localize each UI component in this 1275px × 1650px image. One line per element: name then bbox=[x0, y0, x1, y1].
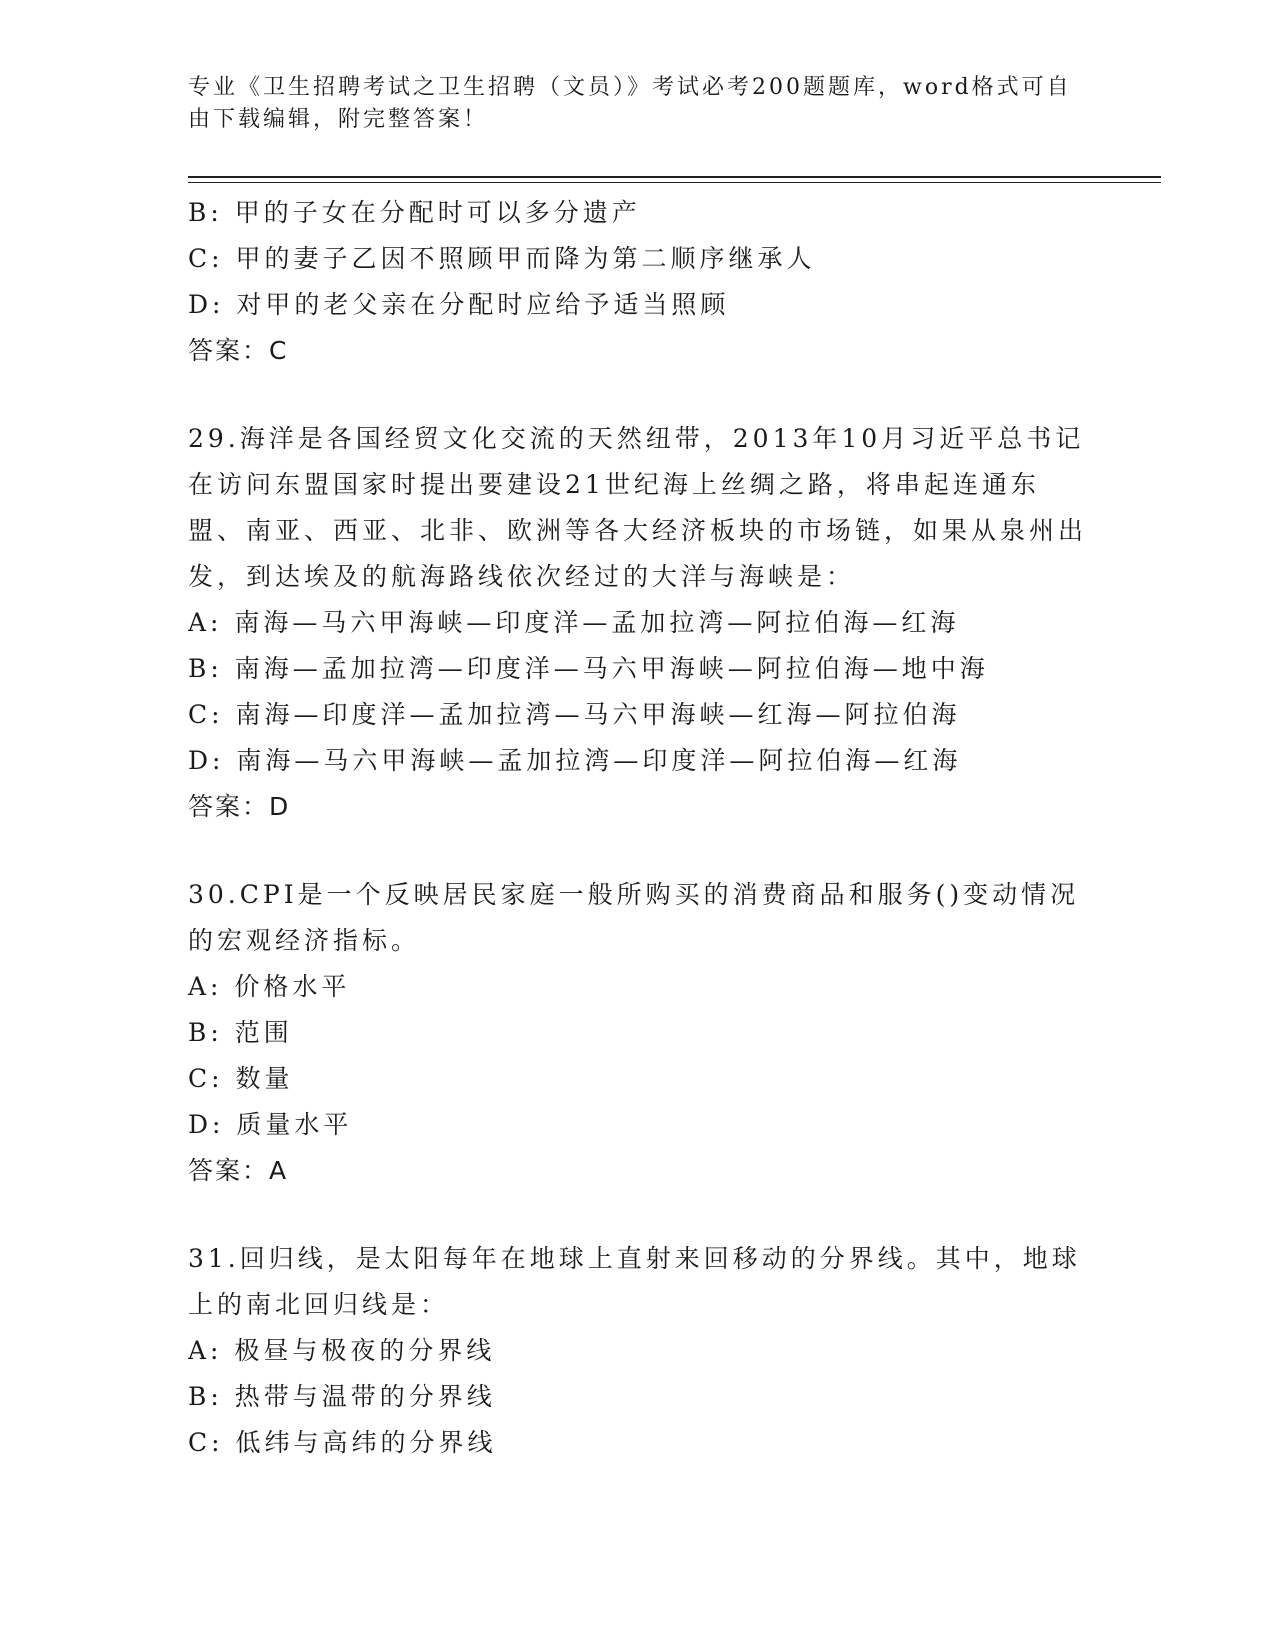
question-28-block bbox=[188, 190, 1088, 374]
option-c: C: 数量 bbox=[188, 1064, 294, 1093]
option-a: A: 价格水平 bbox=[188, 972, 351, 1001]
option-d: D: 对甲的老父亲在分配时应给予适当照顾 bbox=[188, 290, 730, 319]
option-a: A: 南海—马六甲海峡—印度洋—孟加拉湾—阿拉伯海—红海 bbox=[188, 608, 960, 637]
option-d: D: 质量水平 bbox=[188, 1110, 353, 1139]
question-text: 30.CPI是一个反映居民家庭一般所购买的消费商品和服务()变动情况的宏观经济指标。 bbox=[188, 880, 1080, 955]
question-text: 29.海洋是各国经贸文化交流的天然纽带，2013年10月习近平总书记在访问东盟国家时提出要建设21世纪海上丝绸之路，将串起连通东盟、南亚、西亚、北非、欧洲等各大经济板块的市场链，如果从泉州出发，到达埃及的航海路线依次经过的大洋与海峡是： bbox=[188, 424, 1088, 591]
answer-line: 答案：A bbox=[188, 1156, 289, 1185]
header-divider-thick bbox=[188, 176, 1161, 178]
option-b: B: 范围 bbox=[188, 1018, 293, 1047]
question-content bbox=[188, 190, 1088, 1466]
option-b: B: 热带与温带的分界线 bbox=[188, 1382, 496, 1411]
option-d: D: 南海—马六甲海峡—孟加拉湾—印度洋—阿拉伯海—红海 bbox=[188, 746, 962, 775]
answer-line: 答案：D bbox=[188, 792, 291, 821]
question-29-block bbox=[188, 416, 1088, 830]
option-b: B: 甲的子女在分配时可以多分遗产 bbox=[188, 198, 641, 227]
option-c: C: 低纬与高纬的分界线 bbox=[188, 1428, 497, 1457]
question-30-block bbox=[188, 872, 1088, 1194]
document-header: 专业《卫生招聘考试之卫生招聘（文员）》考试必考200题题库，word格式可自由下载编辑，附完整答案！ bbox=[188, 75, 1072, 132]
question-31-block bbox=[188, 1236, 1088, 1466]
option-c: C: 甲的妻子乙因不照顾甲而降为第二顺序继承人 bbox=[188, 244, 816, 273]
question-text: 31.回归线，是太阳每年在地球上直射来回移动的分界线。其中，地球上的南北回归线是： bbox=[188, 1244, 1081, 1319]
option-c: C: 南海—印度洋—孟加拉湾—马六甲海峡—红海—阿拉伯海 bbox=[188, 700, 961, 729]
option-b: B: 南海—孟加拉湾—印度洋—马六甲海峡—阿拉伯海—地中海 bbox=[188, 654, 989, 683]
answer-line: 答案：C bbox=[188, 336, 289, 365]
option-a: A: 极昼与极夜的分界线 bbox=[188, 1336, 496, 1365]
header-divider-thin bbox=[188, 182, 1161, 183]
